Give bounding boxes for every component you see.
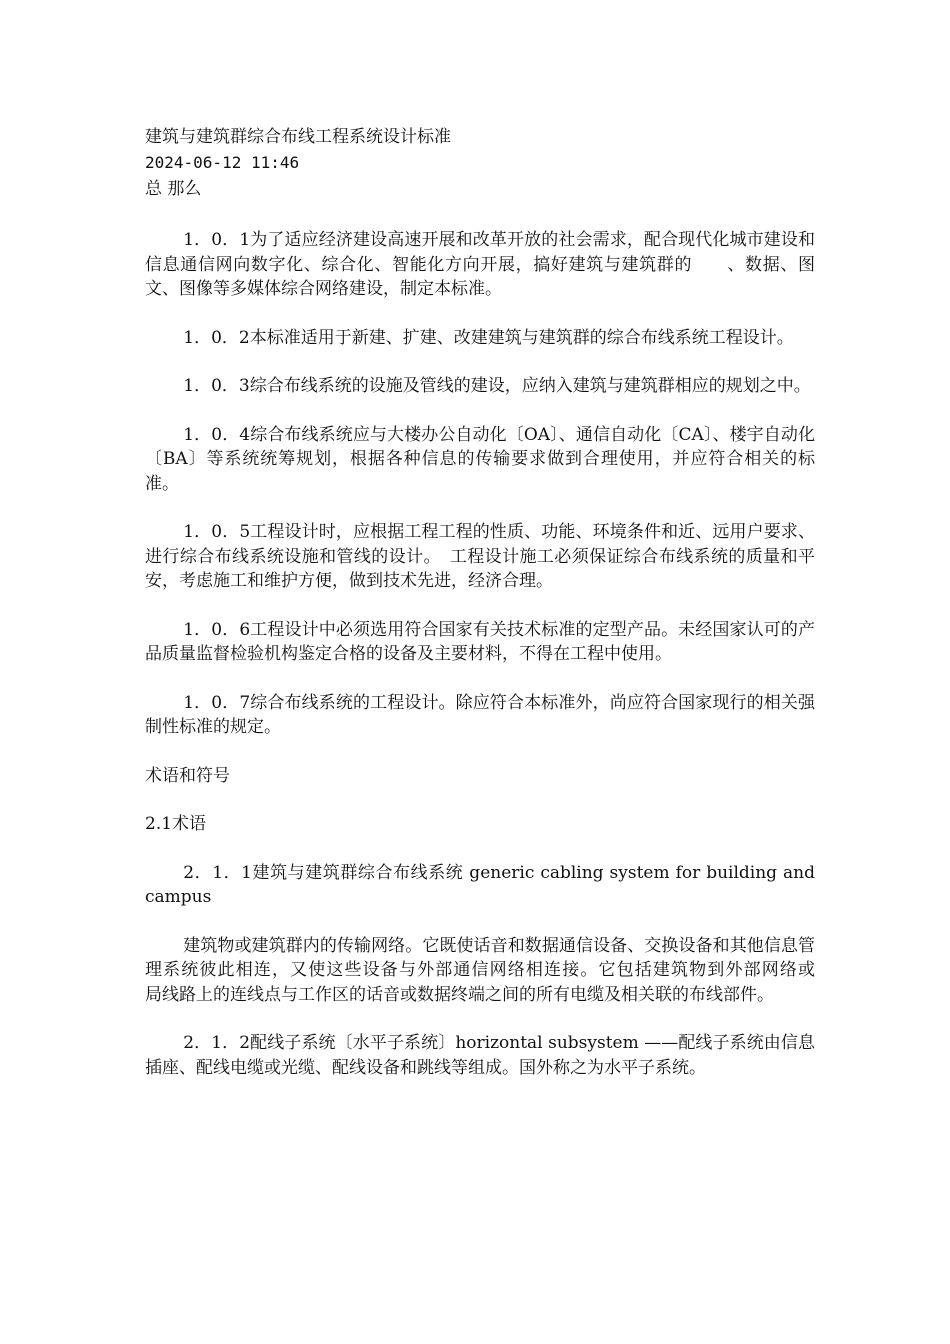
chapter-heading-2: 术语和符号	[145, 765, 230, 786]
clause-1-0-5: 1．0．5工程设计时，应根据工程工程的性质、功能、环境条件和近、远用户要求、进行综合布线系统设施和管线的设计。 工程设计施工必须保证综合布线系统的质量和平安，考虑施工和维护方便，做到技术先进，经济合理。	[145, 522, 815, 591]
section-heading-2-1: 2.1术语	[145, 814, 207, 834]
document-page	[145, 124, 849, 1080]
clause-1-0-1: 1．0．1为了适应经济建设高速开展和改革开放的社会需求，配合现代化城市建设和信息通信网向数字化、综合化、智能化方向开展，搞好建筑与建筑群的 、数据、图文、图像等多媒体综合网络建设，制定本标准。	[145, 230, 815, 299]
document-title: 建筑与建筑群综合布线工程系统设计标准	[145, 127, 451, 147]
clause-1-0-6: 1．0．6工程设计中必须选用符合国家有关技术标准的定型产品。未经国家认可的产品质量监督检验机构鉴定合格的设备及主要材料，不得在工程中使用。	[145, 619, 815, 664]
clause-1-0-7: 1．0．7综合布线系统的工程设计。除应符合本标准外，尚应符合国家现行的相关强制性标准的规定。	[145, 692, 815, 737]
clause-1-0-3: 1．0．3综合布线系统的设施及管线的建设，应纳入建筑与建筑群相应的规划之中。	[183, 376, 811, 396]
clause-2-1-1: 2．1．1建筑与建筑群综合布线系统 generic cabling system for building and campus	[145, 862, 815, 907]
clause-2-1-1-description: 建筑物或建筑群内的传输网络。它既使话音和数据通信设备、交换设备和其他信息管理系统彼此相连，又使这些设备与外部通信网络相连接。它包括建筑物到外部网络或 局线路上的连线点与工作区的话音或数据终端之间的所有电缆及相关联的布线部件。	[145, 935, 849, 1005]
chapter-heading-1: 总 那么	[145, 179, 202, 199]
document-datetime: 2024-06-12 11:46	[145, 153, 300, 172]
clause-1-0-4: 1．0．4综合布线系统应与大楼办公自动化〔OA〕、通信自动化〔CA〕、楼宇自动化〔BA〕等系统统筹规划，根据各种信息的传输要求做到合理使用，并应符合相关的标准。	[145, 424, 815, 494]
clause-1-0-2: 1．0．2本标准适用于新建、扩建、改建建筑与建筑群的综合布线系统工程设计。	[183, 327, 794, 348]
clause-2-1-2: 2．1．2配线子系统〔水平子系统〕horizontal subsystem ——配线子系统由信息插座、配线电缆或光缆、配线设备和跳线等组成。国外称之为水平子系统。	[145, 1033, 815, 1078]
